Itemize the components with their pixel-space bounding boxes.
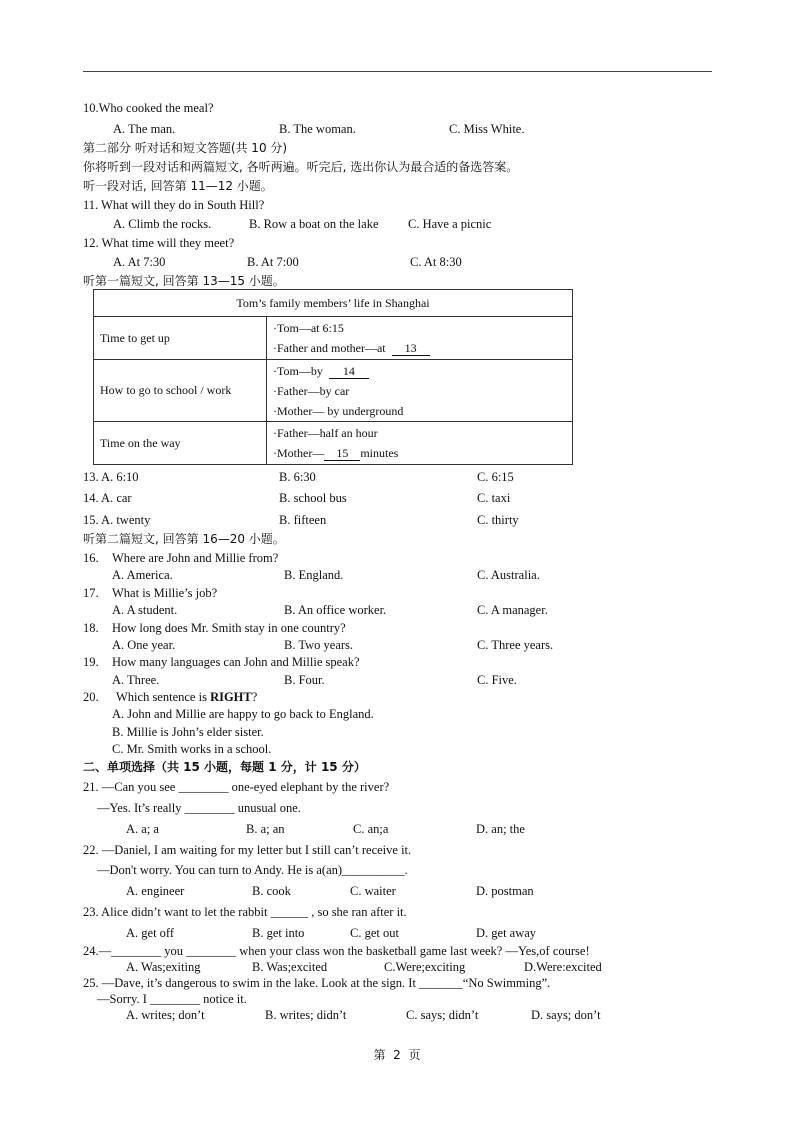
q25-option-a: A. writes; don’t: [126, 1008, 205, 1022]
q14-option-c: C. taxi: [477, 491, 511, 505]
q15-option-a: 15. A. twenty: [83, 513, 151, 527]
q23-option-a: A. get off: [126, 926, 175, 940]
q24-line1: 24.—________ you ________ when your class won the basketball game last week? —Yes,of course!: [83, 944, 590, 958]
q14-option-b: B. school bus: [279, 491, 347, 505]
row-content-get-up: [267, 317, 573, 360]
q16-option-a: A. America.: [112, 568, 173, 582]
q25-option-d: D. says; don’t: [531, 1008, 601, 1022]
q15-option-c: C. thirty: [477, 513, 519, 527]
q17-option-c: C. A manager.: [477, 603, 548, 617]
part2-heading: 第二部分 听对话和短文答题(共 10 分): [83, 141, 288, 155]
q17-stem: What is Millie’s job?: [112, 586, 218, 600]
q20-number: 20.: [83, 690, 99, 704]
row1-line2: ·Father and mother—at 13: [273, 338, 566, 358]
q15-option-b: B. fifteen: [279, 513, 327, 527]
q19-option-b: B. Four.: [284, 673, 325, 687]
passage1-intro: 听第一篇短文, 回答第 13—15 小题。: [83, 274, 285, 288]
section2-heading: 二、单项选择（共 15 小题，每题 1 分，计 15 分）: [83, 760, 366, 774]
q18-stem: How long does Mr. Smith stay in one country?: [112, 621, 346, 635]
q20-stem: Which sentence is RIGHT?: [116, 690, 258, 704]
q22-option-d: D. postman: [476, 884, 534, 898]
family-life-table: [93, 289, 573, 465]
q23-option-c: C. get out: [350, 926, 399, 940]
q19-option-a: A. Three.: [112, 673, 160, 687]
row-content-transport: [267, 360, 573, 422]
q19-number: 19.: [83, 655, 99, 669]
q10-option-c: C. Miss White.: [449, 122, 525, 136]
q21-option-b: B. a; an: [246, 822, 285, 836]
q21-line2: —Yes. It’s really ________ unusual one.: [97, 801, 301, 815]
q19-option-c: C. Five.: [477, 673, 517, 687]
q17-option-b: B. An office worker.: [284, 603, 387, 617]
q18-option-b: B. Two years.: [284, 638, 354, 652]
q17-option-a: A. A student.: [112, 603, 178, 617]
row-label-get-up: Time to get up: [94, 317, 267, 360]
q18-number: 18.: [83, 621, 99, 635]
q16-stem: Where are John and Millie from?: [112, 551, 279, 565]
q22-option-c: C. waiter: [350, 884, 396, 898]
blank-15: 15: [324, 446, 360, 461]
q21-option-c: C. an;a: [353, 822, 389, 836]
q21-option-a: A. a; a: [126, 822, 159, 836]
q20-option-b: B. Millie is John’s elder sister.: [112, 725, 264, 739]
q16-number: 16.: [83, 551, 99, 565]
q12-option-c: C. At 8:30: [410, 255, 462, 269]
row1-line1: ·Tom—at 6:15: [273, 321, 344, 335]
blank-13: 13: [392, 341, 430, 356]
q24-option-d: D.Were:excited: [524, 960, 602, 974]
q11-stem: 11. What will they do in South Hill?: [83, 198, 265, 212]
q13-option-b: B. 6:30: [279, 470, 316, 484]
q22-option-a: A. engineer: [126, 884, 185, 898]
q23-option-b: B. get into: [252, 926, 305, 940]
blank-14: 14: [329, 364, 369, 379]
q23-line1: 23. Alice didn’t want to let the rabbit ______ , so she ran after it.: [83, 905, 407, 919]
q20-option-c: C. Mr. Smith works in a school.: [112, 742, 272, 756]
row2-line2: ·Father—by car: [273, 383, 350, 398]
dialogue-intro: 听一段对话, 回答第 11—12 小题。: [83, 179, 273, 193]
q11-option-a: A. Climb the rocks.: [113, 217, 212, 231]
row3-line1: ·Father—half an hour: [273, 426, 378, 440]
q22-option-b: B. cook: [252, 884, 291, 898]
q25-line2: —Sorry. I ________ notice it.: [97, 992, 247, 1006]
q18-option-a: A. One year.: [112, 638, 176, 652]
page-number: 第 2 页: [373, 1048, 421, 1062]
q20-option-a: A. John and Millie are happy to go back to England.: [112, 707, 374, 721]
q19-stem: How many languages can John and Millie speak?: [112, 655, 360, 669]
q16-option-b: B. England.: [284, 568, 344, 582]
passage2-intro: 听第二篇短文, 回答第 16—20 小题。: [83, 532, 285, 546]
q10-option-b: B. The woman.: [279, 122, 356, 136]
q11-option-b: B. Row a boat on the lake: [249, 217, 379, 231]
q10-option-a: A. The man.: [113, 122, 176, 136]
q12-option-a: A. At 7:30: [113, 255, 166, 269]
q25-option-b: B. writes; didn’t: [265, 1008, 347, 1022]
q21-line1: 21. —Can you see ________ one-eyed elephant by the river?: [83, 780, 390, 794]
row3-line2: ·Mother— 15 minutes: [273, 446, 399, 460]
row-label-time-on-way: Time on the way: [94, 422, 267, 465]
q22-line1: 22. —Daniel, I am waiting for my letter but I still can’t receive it.: [83, 843, 412, 857]
part2-intro: 你将听到一段对话和两篇短文, 各听两遍。听完后, 选出你认为最合适的备选答案。: [83, 160, 519, 174]
q21-option-d: D. an; the: [476, 822, 525, 836]
header-rule: [83, 71, 712, 72]
q10-stem: 10.Who cooked the meal?: [83, 101, 214, 115]
q24-option-a: A. Was;exiting: [126, 960, 201, 974]
table-title: Tom’s family members’ life in Shanghai: [94, 290, 573, 317]
row2-line1: ·Tom—by 14: [273, 361, 566, 381]
q11-option-c: C. Have a picnic: [408, 217, 492, 231]
q24-option-b: B. Was;excited: [252, 960, 328, 974]
q23-option-d: D. get away: [476, 926, 537, 940]
q13-option-c: C. 6:15: [477, 470, 514, 484]
q16-option-c: C. Australia.: [477, 568, 540, 582]
row-label-transport: How to go to school / work: [94, 360, 267, 422]
q24-option-c: C.Were;exciting: [384, 960, 466, 974]
q25-line1: 25. —Dave, it’s dangerous to swim in the lake. Look at the sign. It _______“No Swimming”.: [83, 976, 551, 990]
row-content-time-on-way: [267, 422, 573, 465]
q12-stem: 12. What time will they meet?: [83, 236, 235, 250]
q22-line2: —Don't worry. You can turn to Andy. He is a(an)__________.: [97, 863, 408, 877]
q18-option-c: C. Three years.: [477, 638, 554, 652]
q12-option-b: B. At 7:00: [247, 255, 299, 269]
row2-line3: ·Mother— by underground: [273, 403, 404, 418]
q14-option-a: 14. A. car: [83, 491, 132, 505]
q25-option-c: C. says; didn’t: [406, 1008, 479, 1022]
q13-option-a: 13. A. 6:10: [83, 470, 139, 484]
q17-number: 17.: [83, 586, 99, 600]
